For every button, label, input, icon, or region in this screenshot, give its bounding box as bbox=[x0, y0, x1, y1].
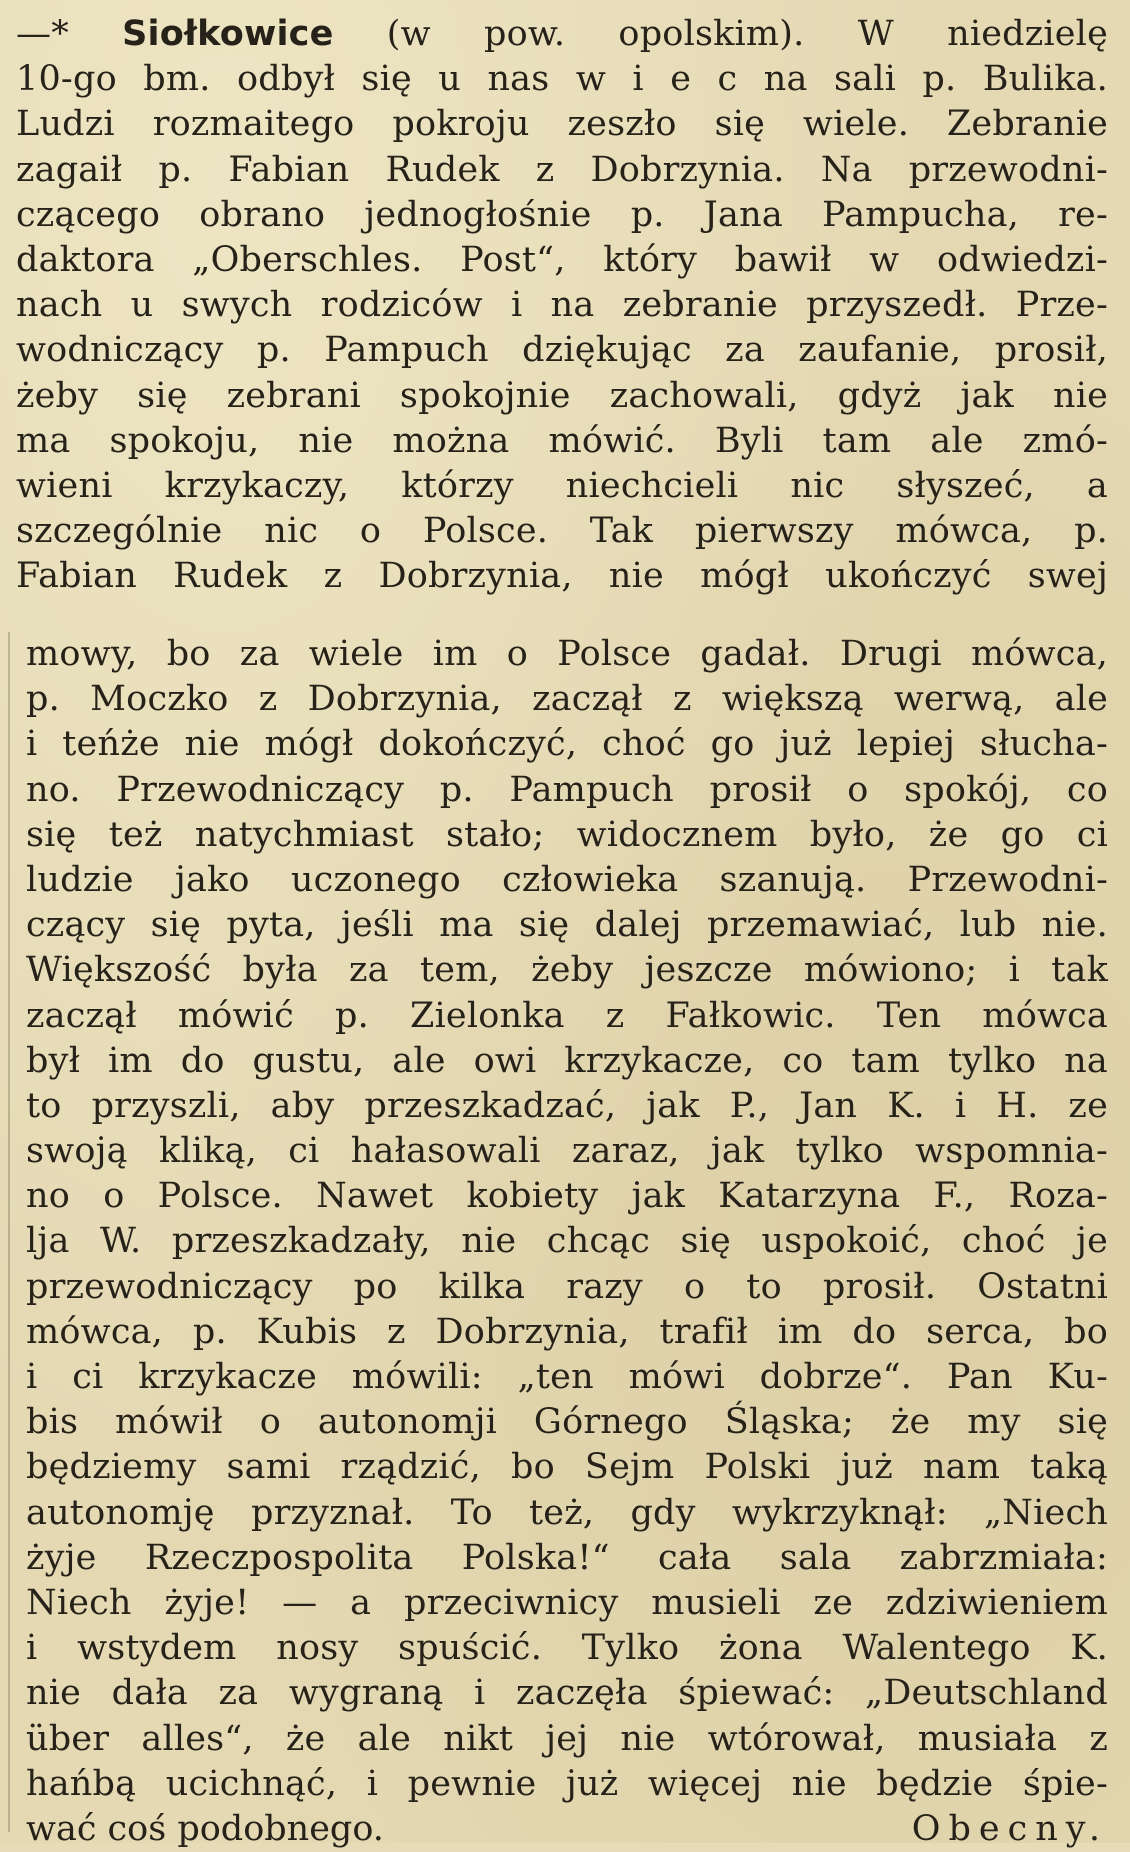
article-line: zagaił p. Fabian Rudek z Dobrzynia. Na przewodni- bbox=[16, 149, 1108, 190]
article-line: über alles“, że ale nikt jej nie wtórował, musiała z bbox=[26, 1718, 1108, 1759]
article-line: wodniczący p. Pampuch dziękując za zaufanie, prosił, bbox=[16, 330, 1108, 371]
column-rule bbox=[8, 632, 10, 1832]
article-line: żeby się zebrani spokojnie zachowali, gdyż jak nie bbox=[16, 375, 1108, 416]
article-dash: —* bbox=[16, 14, 123, 54]
article-line: i teńże nie mógł dokończyć, choć go już lepiej słucha- bbox=[26, 724, 1108, 765]
article-line: wieni krzykaczy, którzy niechcieli nic słyszeć, a bbox=[16, 465, 1108, 506]
article-line: ma spokoju, nie można mówić. Byli tam ale zmó- bbox=[16, 420, 1108, 461]
article-line: hańbą ucichnąć, i pewnie już więcej nie będzie śpie- bbox=[26, 1763, 1108, 1804]
article-line: p. Moczko z Dobrzynia, zaczął z większą werwą, ale bbox=[26, 679, 1108, 720]
article-line: nie dała za wygraną i zaczęła śpiewać: „Deutschland bbox=[26, 1673, 1108, 1714]
article-place-name: Siołkowice bbox=[122, 14, 334, 54]
article-line: lja W. przeszkadzały, nie chcąc się uspokoić, choć je bbox=[26, 1221, 1108, 1262]
article-line-text: (w pow. opolskim). W niedzielę bbox=[333, 14, 1108, 54]
article-signature: Obecny. bbox=[911, 1808, 1108, 1849]
article-line: to przyszli, aby przeszkadzać, jak P., Jan K. i H. ze bbox=[26, 1085, 1108, 1126]
article-block-top bbox=[16, 12, 1108, 599]
article-line: będziemy sami rządzić, bo Sejm Polski już nam taką bbox=[26, 1447, 1108, 1488]
article-line: Ludzi rozmaitego pokroju zeszło się wiele. Zebranie bbox=[16, 104, 1108, 145]
article-line: był im do gustu, ale owi krzykacze, co tam tylko na bbox=[26, 1040, 1108, 1081]
article-line: żyje Rzeczpospolita Polska!“ cała sala zabrzmiała: bbox=[26, 1537, 1108, 1578]
article-closing-line bbox=[26, 1807, 1108, 1852]
article-line: i ci krzykacze mówili: „ten mówi dobrze“. Pan Ku- bbox=[26, 1357, 1108, 1397]
article-line: szczególnie nic o Polsce. Tak pierwszy mówca, p. bbox=[16, 511, 1108, 552]
article-line: przewodniczący po kilka razy o to prosił. Ostatni bbox=[26, 1266, 1108, 1307]
article-line: swoją kliką, ci hałasowali zaraz, jak tylko wspomnia- bbox=[26, 1131, 1108, 1172]
article-line: czący się pyta, jeśli ma się dalej przemawiać, lub nie. bbox=[26, 905, 1108, 946]
article-line: 10-go bm. odbył się u nas w i e c na sali p. Bulika. bbox=[16, 59, 1108, 100]
article-line: nach u swych rodziców i na zebranie przyszedł. Prze- bbox=[16, 285, 1108, 326]
article-line: Większość była za tem, żeby jeszcze mówiono; i tak bbox=[26, 950, 1108, 991]
article-line: mowy, bo za wiele im o Polsce gadał. Drugi mówca, bbox=[26, 634, 1108, 674]
article-line: Fabian Rudek z Dobrzynia, nie mógł ukończyć swej bbox=[16, 556, 1108, 597]
article-line: ludzie jako uczonego człowieka szanują. Przewodni- bbox=[26, 859, 1108, 900]
article-final-text: wać coś podobnego. bbox=[26, 1808, 384, 1849]
article-line: autonomję przyznał. To też, gdy wykrzyknął: „Niech bbox=[26, 1492, 1108, 1533]
article-line: się też natychmiast stało; widocznem było, że go ci bbox=[26, 814, 1108, 855]
article-line: no o Polsce. Nawet kobiety jak Katarzyna F., Roza- bbox=[26, 1176, 1108, 1217]
article-line: no. Przewodniczący p. Pampuch prosił o spokój, co bbox=[26, 769, 1108, 810]
article-line: bis mówił o autonomji Górnego Śląska; że my się bbox=[26, 1402, 1108, 1443]
article-block-bottom bbox=[26, 632, 1108, 1852]
article-line bbox=[16, 12, 1108, 57]
article-line: zaczął mówić p. Zielonka z Fałkowic. Ten mówca bbox=[26, 995, 1108, 1036]
article-line: mówca, p. Kubis z Dobrzynia, trafił im do serca, bo bbox=[26, 1311, 1108, 1352]
article-line: daktora „Oberschles. Post“, który bawił w odwiedzi- bbox=[16, 239, 1108, 280]
article-line: i wstydem nosy spuścić. Tylko żona Walentego K. bbox=[26, 1628, 1108, 1669]
article-line: Niech żyje! — a przeciwnicy musieli ze zdziwieniem bbox=[26, 1582, 1108, 1623]
article-line: czącego obrano jednogłośnie p. Jana Pampucha, re- bbox=[16, 194, 1108, 235]
